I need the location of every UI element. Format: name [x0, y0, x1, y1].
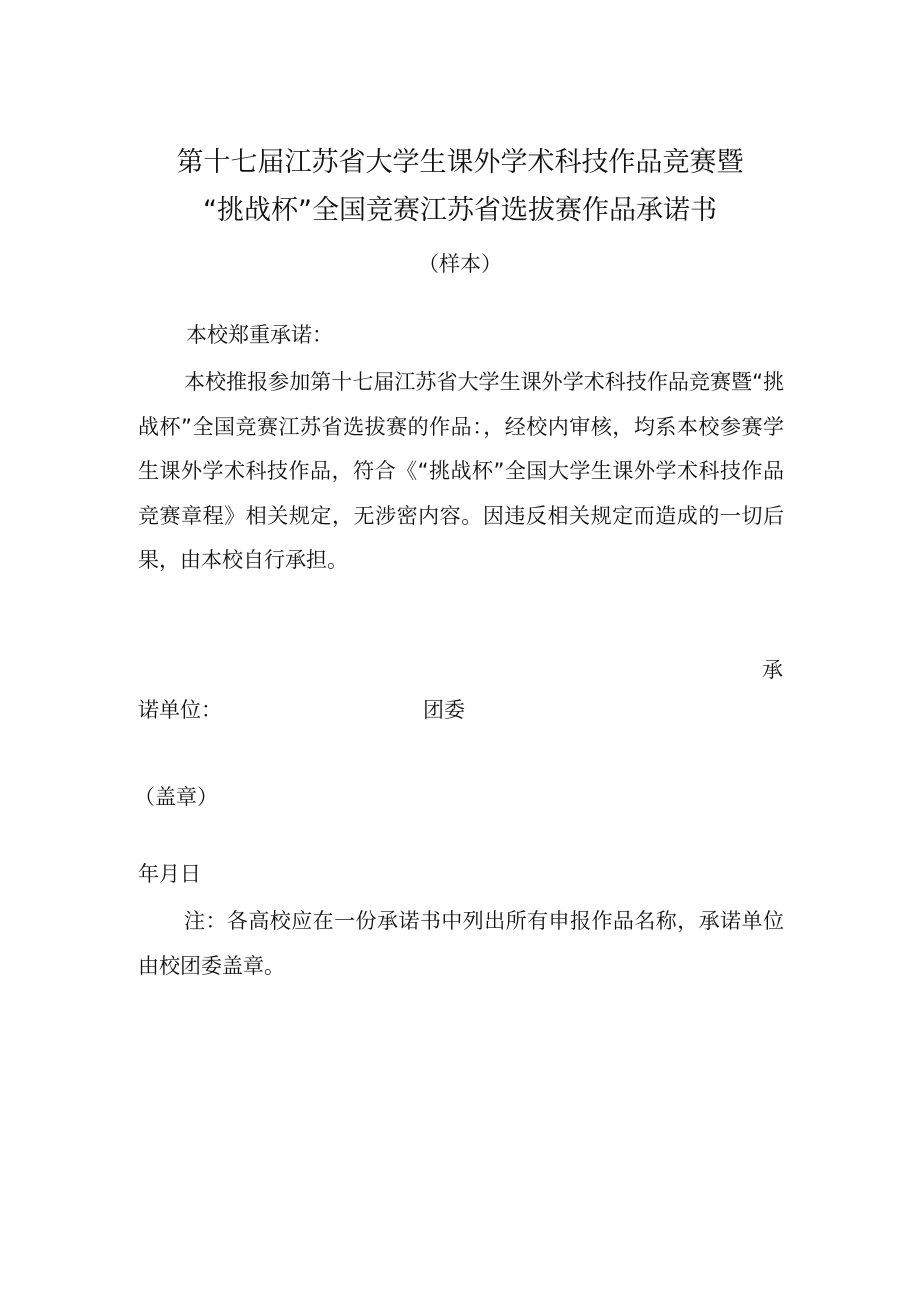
salutation: 本校郑重承诺： [186, 323, 333, 347]
document-title-line1: 第十七届江苏省大学生课外学术科技作品竞赛暨 [176, 147, 744, 178]
seal-label: （盖章） [134, 785, 218, 809]
document-subtitle: （样本） [418, 252, 502, 276]
commitment-body: 本校推报参加第十七届江苏省大学生课外学术科技作品竞赛暨“挑战杯”全国竞赛江苏省选拔赛的作品：，经校内审核，均系本校参赛学生课外学术科技作品，符合《“挑战杯”全国大学生课外学术科技作品竞赛章程》相关规定，无涉密内容。因违反相关规定而造成的一切后果，由本校自行承担。 [138, 370, 784, 573]
unit-label: 诺单位： [138, 698, 222, 722]
commit-char: 承 [762, 658, 783, 682]
unit-value: 团委 [423, 698, 465, 722]
footnote: 注：各高校应在一份承诺书中列出所有申报作品名称，承诺单位由校团委盖章。 [138, 909, 784, 978]
document-title-line2: “挑战杯”全国竞赛江苏省选拔赛作品承诺书 [203, 195, 717, 226]
date-label: 年月日 [138, 862, 201, 886]
